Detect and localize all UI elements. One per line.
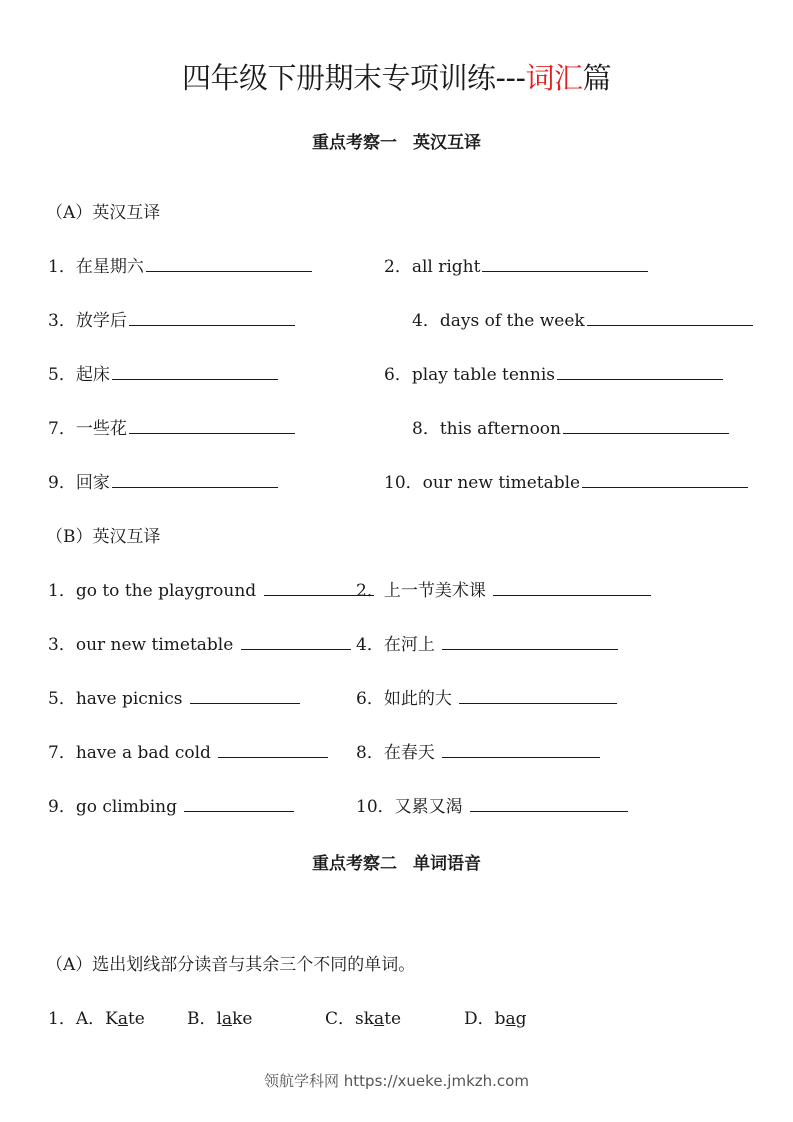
part-b-label: （B）英汉互译 xyxy=(46,527,161,547)
list-item: 8．this afternoon xyxy=(412,414,729,439)
list-item: 8．在春天 xyxy=(356,738,600,763)
footer-watermark: 领航学科网 https://xueke.jmkzh.com xyxy=(264,1072,529,1090)
section-label: 重点考察二 xyxy=(312,854,397,874)
section-topic: 单词语音 xyxy=(413,854,481,874)
list-item: 3．our new timetable xyxy=(48,630,351,655)
answer-blank[interactable] xyxy=(112,362,278,380)
list-item: 5．起床 xyxy=(48,360,278,385)
list-item: 9．回家 xyxy=(48,468,278,493)
answer-blank[interactable] xyxy=(563,416,729,434)
option-b[interactable]: B．lake xyxy=(187,1009,253,1029)
option-c[interactable]: C．skate xyxy=(325,1009,402,1029)
answer-blank[interactable] xyxy=(587,308,753,326)
list-item: 10．our new timetable xyxy=(384,468,748,493)
list-item: 5．have picnics xyxy=(48,684,300,709)
answer-blank[interactable] xyxy=(442,632,618,650)
list-item: 7．一些花 xyxy=(48,414,295,439)
answer-blank[interactable] xyxy=(459,686,617,704)
list-item: 4．在河上 xyxy=(356,630,618,655)
answer-blank[interactable] xyxy=(557,362,723,380)
answer-blank[interactable] xyxy=(442,740,600,758)
title-tail: 篇 xyxy=(582,61,611,95)
option-d[interactable]: D．bag xyxy=(464,1009,527,1029)
title-main: 四年级下册期末专项训练--- xyxy=(182,61,526,95)
question-1: 1．A．Kate xyxy=(48,1009,145,1029)
list-item: 1．在星期六 xyxy=(48,252,312,277)
answer-blank[interactable] xyxy=(112,470,278,488)
list-item: 6．如此的大 xyxy=(356,684,617,709)
answer-blank[interactable] xyxy=(146,254,312,272)
answer-blank[interactable] xyxy=(190,686,300,704)
answer-blank[interactable] xyxy=(482,254,648,272)
section-heading-1 xyxy=(0,128,793,153)
list-item: 4．days of the week xyxy=(412,306,753,331)
list-item: 1．go to the playground xyxy=(48,576,374,601)
answer-blank[interactable] xyxy=(129,416,295,434)
list-item: 2．上一节美术课 xyxy=(356,576,651,601)
page-title xyxy=(0,56,793,97)
list-item: 6．play table tennis xyxy=(384,360,723,385)
answer-blank[interactable] xyxy=(184,794,294,812)
answer-blank[interactable] xyxy=(493,578,651,596)
part-c-label: （A）选出划线部分读音与其余三个不同的单词。 xyxy=(46,955,416,975)
answer-blank[interactable] xyxy=(470,794,628,812)
list-item: 3．放学后 xyxy=(48,306,295,331)
answer-blank[interactable] xyxy=(129,308,295,326)
list-item: 10．又累又渴 xyxy=(356,792,628,817)
option-a[interactable]: A．Kate xyxy=(75,1009,145,1029)
answer-blank[interactable] xyxy=(582,470,748,488)
title-highlight: 词汇 xyxy=(525,61,583,95)
section-heading-2 xyxy=(0,849,793,874)
answer-blank[interactable] xyxy=(241,632,351,650)
part-a-label: （A）英汉互译 xyxy=(46,203,161,223)
section-label: 重点考察一 xyxy=(312,133,397,153)
list-item: 2．all right xyxy=(384,252,648,277)
answer-blank[interactable] xyxy=(218,740,328,758)
list-item: 9．go climbing xyxy=(48,792,294,817)
list-item: 7．have a bad cold xyxy=(48,738,328,763)
section-topic: 英汉互译 xyxy=(413,133,481,153)
